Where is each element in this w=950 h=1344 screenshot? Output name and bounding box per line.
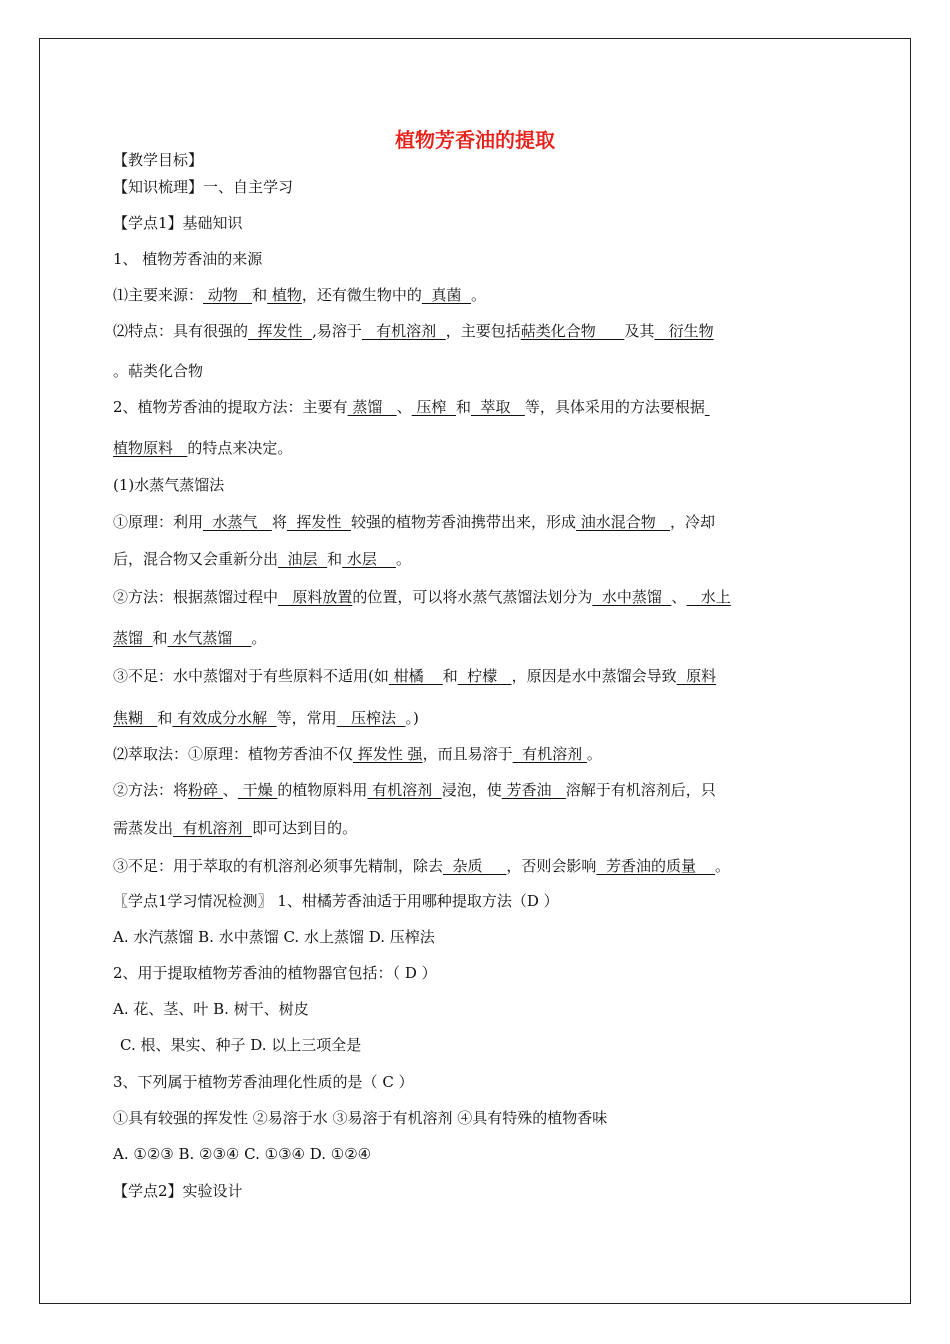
text-segment: ③不足：水中蒸馏对于有些原料不适用(如	[113, 667, 389, 685]
text-segment: ，原因是水中蒸馏会导致	[511, 667, 677, 685]
text-segment: 。	[715, 857, 731, 875]
answer-blank: 水气蒸馏	[167, 629, 252, 647]
text-segment: 和	[157, 709, 173, 727]
text-segment: 的特点来决定。	[187, 439, 293, 457]
answer-blank: 水蒸气	[203, 513, 272, 531]
text-segment: ，否则会影响	[506, 857, 597, 875]
text-line	[113, 511, 715, 533]
text-line	[113, 743, 602, 765]
text-segment: 。)	[405, 709, 419, 727]
answer-blank	[705, 398, 710, 416]
text-segment: 【学点1】基础知识	[113, 214, 243, 232]
text-segment: 的植物原料用	[277, 781, 368, 799]
text-segment: 。萜类化合物	[113, 362, 204, 380]
text-segment: 和	[152, 629, 168, 647]
text-line	[113, 962, 437, 984]
answer-blank: 芳香油的质量	[596, 857, 716, 875]
text-line	[113, 212, 243, 234]
text-line	[113, 998, 309, 1020]
text-segment: 及其	[624, 322, 655, 340]
text-segment: 2、用于提取植物芳香油的植物器官包括：（ D ）	[113, 964, 437, 982]
answer-blank: 植物原料	[113, 439, 188, 457]
text-line	[113, 548, 411, 570]
text-line	[113, 926, 435, 948]
text-segment: ⑵特点：具有很强的	[113, 322, 249, 340]
text-line	[113, 855, 730, 877]
text-segment: 和	[455, 398, 471, 416]
answer-blank: 挥发性 强	[353, 745, 423, 763]
text-segment: C. 根、果实、种子 D. 以上三项全是	[120, 1036, 362, 1054]
answer-blank: 有机溶剂	[367, 781, 442, 799]
answer-blank: 芳香油	[501, 781, 566, 799]
text-line	[113, 284, 486, 306]
answer-blank: 有机溶剂	[173, 819, 253, 837]
answer-blank: 有机溶剂	[361, 322, 446, 340]
text-segment: 1、 植物芳香油的来源	[113, 250, 263, 268]
answer-blank: 水上	[686, 588, 731, 606]
text-segment: 〖学点1学习情况检测〗 1、柑橘芳香油适于用哪种提取方法（D ）	[113, 892, 559, 910]
answer-blank: 动物	[203, 286, 253, 304]
answer-blank: 油层	[278, 550, 328, 568]
text-segment: ②方法：根据蒸馏过程中	[113, 588, 279, 606]
answer-blank: 粉碎	[188, 781, 223, 799]
text-segment: 的位置，可以将水蒸气蒸馏法划分为	[352, 588, 593, 606]
text-segment: 、	[396, 398, 412, 416]
answer-blank: 油水混合物	[575, 513, 671, 531]
text-line	[113, 890, 559, 912]
text-line	[113, 360, 203, 382]
answer-blank: 柑橘	[388, 667, 443, 685]
document-title: 植物芳香油的提取	[395, 128, 555, 152]
text-segment: 需蒸发出	[113, 819, 174, 837]
text-segment: 、	[671, 588, 687, 606]
text-segment: ⑴主要来源：	[113, 286, 204, 304]
text-line	[113, 248, 262, 270]
text-line	[113, 1143, 371, 1165]
text-segment: 等，常用	[276, 709, 337, 727]
answer-blank: 柠檬	[457, 667, 512, 685]
answer-blank: 萜类化合物	[520, 322, 625, 340]
text-segment: 即可达到目的。	[252, 819, 358, 837]
text-segment: 【教学目标】	[113, 151, 204, 169]
answer-blank: 有机溶剂	[512, 745, 587, 763]
text-segment: 等，具体采用的方法要根据	[524, 398, 705, 416]
text-segment: 。	[586, 745, 602, 763]
answer-blank: 杂质	[443, 857, 507, 875]
text-line	[113, 474, 224, 496]
answer-blank: 焦糊	[113, 709, 158, 727]
text-line	[113, 149, 203, 171]
text-line	[113, 707, 419, 729]
text-segment: (1)水蒸气蒸馏法	[113, 476, 225, 494]
text-segment: A. 花、茎、叶 B. 树干、树皮	[113, 1000, 309, 1018]
text-line	[113, 1071, 414, 1093]
text-segment: A. ①②③ B. ②③④ C. ①③④ D. ①②④	[113, 1145, 372, 1163]
text-segment: 。	[470, 286, 486, 304]
answer-blank: 蒸馏	[113, 629, 153, 647]
answer-blank: 蒸馏	[347, 398, 397, 416]
text-line	[113, 627, 266, 649]
text-segment: 和	[252, 286, 268, 304]
answer-blank: 压榨法	[336, 709, 406, 727]
text-line	[113, 817, 357, 839]
text-segment: 溶解于有机溶剂后，只	[565, 781, 716, 799]
text-segment: 【知识梳理】一、自主学习	[113, 178, 294, 196]
text-segment: 。	[395, 550, 411, 568]
answer-blank: 衍生物	[654, 322, 714, 340]
text-segment: 和	[327, 550, 343, 568]
answer-blank: 萃取	[470, 398, 525, 416]
text-segment: ①具有较强的挥发性 ②易溶于水 ③易溶于有机溶剂 ④具有特殊的植物香味	[113, 1109, 608, 1127]
text-line	[113, 665, 716, 687]
text-segment: A. 水汽蒸馏 B. 水中蒸馏 C. 水上蒸馏 D. 压榨法	[113, 928, 435, 946]
answer-blank: 水中蒸馏	[592, 588, 672, 606]
text-segment: ①原理：利用	[113, 513, 204, 531]
text-line	[113, 586, 731, 608]
text-segment: ，冷却	[670, 513, 716, 531]
text-line	[120, 1034, 361, 1056]
answer-blank: 植物	[267, 286, 302, 304]
answer-blank: 挥发性	[286, 513, 351, 531]
answer-blank: 真菌	[421, 286, 471, 304]
text-segment: ⑵萃取法：①原理：植物芳香油不仅	[113, 745, 354, 763]
text-segment: ，而且易溶于	[422, 745, 513, 763]
text-segment: 和	[442, 667, 458, 685]
text-segment: 、	[222, 781, 238, 799]
answer-blank: 挥发性	[248, 322, 313, 340]
answer-blank: 压榨	[411, 398, 456, 416]
text-segment: ②方法：将	[113, 781, 189, 799]
text-segment: ③不足：用于萃取的有机溶剂必须事先精制，除去	[113, 857, 444, 875]
text-line	[113, 396, 710, 418]
text-segment: 2、植物芳香油的提取方法：主要有	[113, 398, 348, 416]
text-segment: ，还有微生物中的	[301, 286, 422, 304]
text-segment: 将	[271, 513, 287, 531]
answer-blank: 原料放置	[278, 588, 353, 606]
text-segment: 较强的植物芳香油携带出来，形成	[350, 513, 576, 531]
answer-blank: 原料	[676, 667, 717, 685]
text-line	[113, 176, 293, 198]
text-line	[113, 320, 714, 342]
answer-blank: 有效成分水解	[172, 709, 277, 727]
text-line	[113, 1107, 607, 1129]
text-line	[113, 779, 716, 801]
text-line	[113, 437, 292, 459]
text-segment: 后，混合物又会重新分出	[113, 550, 279, 568]
text-segment: 【学点2】实验设计	[113, 1182, 243, 1200]
text-segment: ，主要包括	[445, 322, 521, 340]
answer-blank: 干燥	[237, 781, 278, 799]
text-line	[113, 1180, 243, 1202]
answer-blank: 水层	[342, 550, 396, 568]
text-segment: 。	[251, 629, 267, 647]
text-segment: 浸泡，使	[441, 781, 502, 799]
text-segment: 3、下列属于植物芳香油理化性质的是（ C ）	[113, 1073, 414, 1091]
text-segment: ,易溶于	[312, 322, 362, 340]
